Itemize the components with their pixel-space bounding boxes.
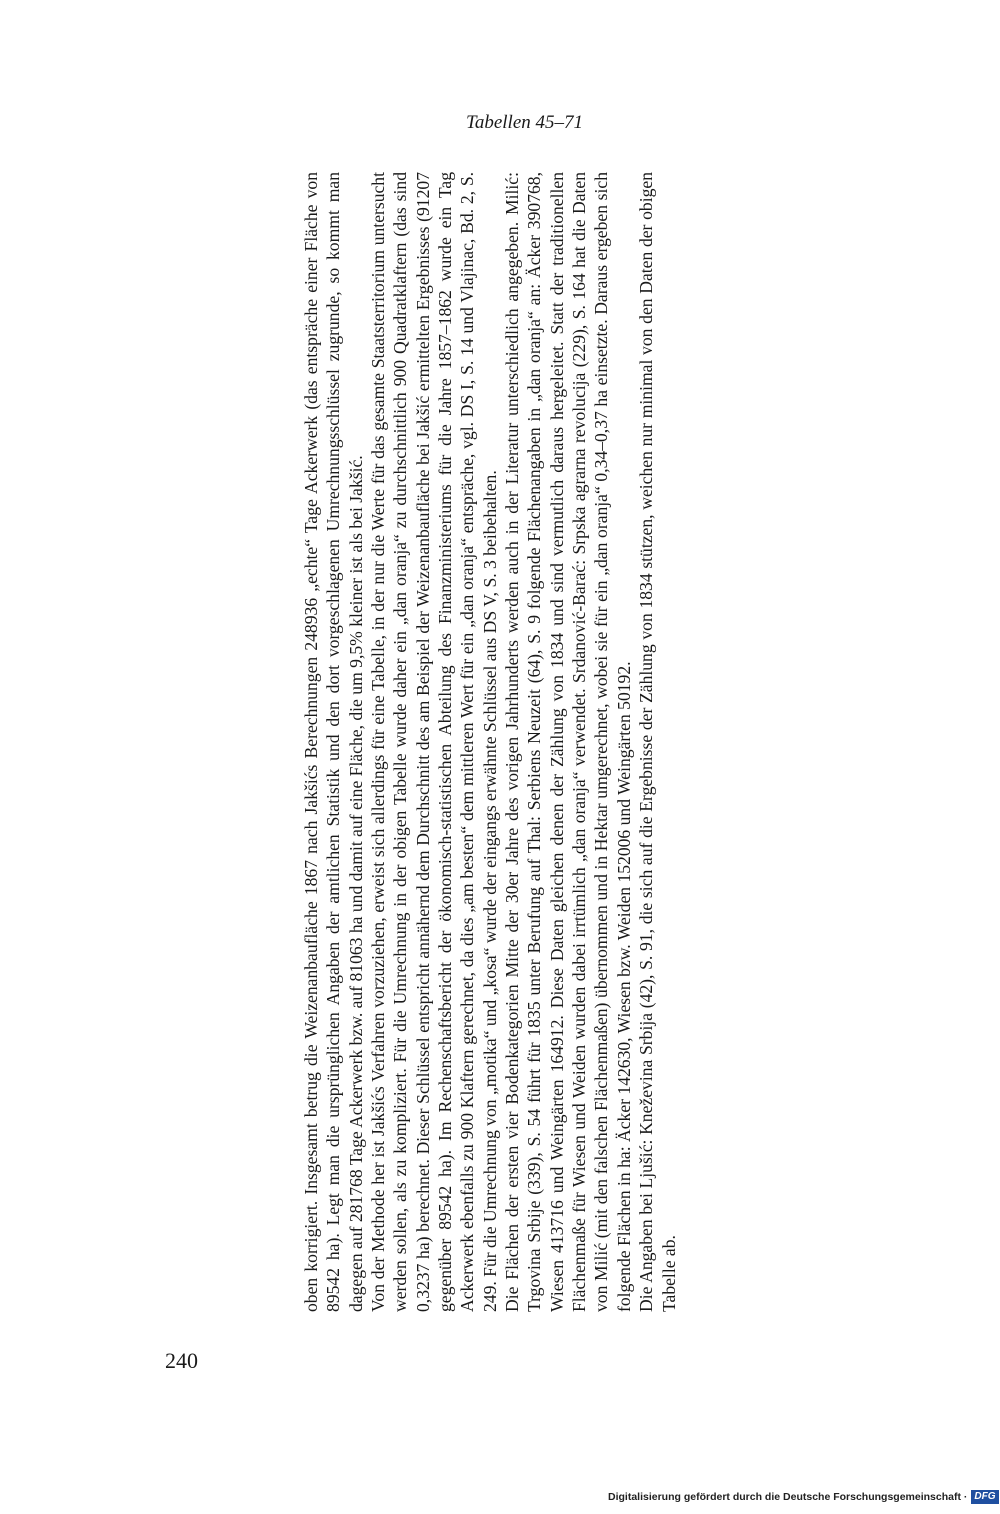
dfg-logo-icon: DFG — [971, 1490, 998, 1504]
running-title: Tabellen 45–71 — [466, 112, 583, 133]
page-number: 240 — [165, 1348, 198, 1373]
funding-note: Digitalisierung gefördert durch die Deutsche Forschungsgemeinschaft · — [608, 1491, 968, 1503]
rotated-body-text — [300, 172, 770, 1312]
footer — [608, 1490, 999, 1504]
body-paragraph: Die Flächen der ersten vier Bodenkategorien Mitte der 30er Jahre des vorigen Jahrhunderts werden auch in der Literatur unterschiedlich angegeben. Milić: Trgovina Srbije (339), S. 54 führt für 1835 unter Berufung auf Thal: Serbiens Neuzeit (64), S. 9 folgende Flächenangaben in „dan oranja“ an: Äcker 390768, Wiesen 413716 und Weingärten 164912. Diese Daten gleichen denen der Zählung von 1834 und sind vermutlich daraus hergeleitet. Statt der traditionellen Flächenmaße für Wiesen und Weiden wurden dabei irrtümlich „dan oranja“ verwendet. Srdanović-Barać: Srpska agrarna revolucija (229), S. 164 hat die Daten von Milić (mit den falschen Flächenmaßen) übernommen und in Hektar umgerechnet, wobei sie für ein „dan oranja“ 0,34–0,37 ha einsetzte. Daraus ergeben sich folgende Flächen in ha: Äcker 142630, Wiesen bzw. Weiden 152006 und Weingärten 50192. — [502, 172, 634, 1312]
body-paragraph: oben korrigiert. Insgesamt betrug die Weizenanbaufläche 1867 nach Jakšićs Berechnungen 248936 „echte“ Tage Ackerwerk (das entspräche einer Fläche von 89542 ha). Legt man die ursprünglichen Angaben der amtlichen Statistik und den dort vorgeschlagenen Umrechnungsschlüssel zugrunde, so kommt man dagegen auf 281768 Tage Ackerwerk bzw. auf 81063 ha und damit auf eine Fläche, die um 9,5% kleiner ist als bei Jakšić. — [301, 172, 366, 1312]
body-paragraph: Von der Methode her ist Jakšićs Verfahren vorzuziehen, erweist sich allerdings für eine Tabelle, in der nur die Werte für das gesamte Staatsterritorium untersucht werden sollen, als zu kompliziert. Für die Umrechnung in der obigen Tabelle wurde daher ein „dan oranja“ zu durchschnittlich 900 Quadratklaftern (das sind 0,3237 ha) berechnet. Dieser Schlüssel entspricht annähernd dem Durchschnitt des am Beispiel der Weizenanbaufläche bei Jakšić ermittelten Ergebnisses (91207 gegenüber 89542 ha). Im Rechenschaftsbericht der ökonomisch-statistischen Abteilung des Finanzministeriums für die Jahre 1857–1862 wurde ein Tag Ackerwerk ebenfalls zu 900 Klaftern gerechnet, da dies „am besten“ dem mittleren Wert für ein „dan oranja“ entspräche, vgl. DS I, S. 14 und Vlajinac, Bd. 2, S. 249. Für die Umrechnung von „motika“ und „kosa“ wurde der eingangs erwähnte Schlüssel aus DS V, S. 3 beibehalten. — [368, 172, 500, 1312]
body-paragraph: Die Angaben bei Ljušić: Kneževina Srbija (42), S. 91, die sich auf die Ergebnisse der Zählung von 1834 stützen, weichen nur minimal von den Daten der obigen Tabelle ab. — [636, 172, 679, 1312]
